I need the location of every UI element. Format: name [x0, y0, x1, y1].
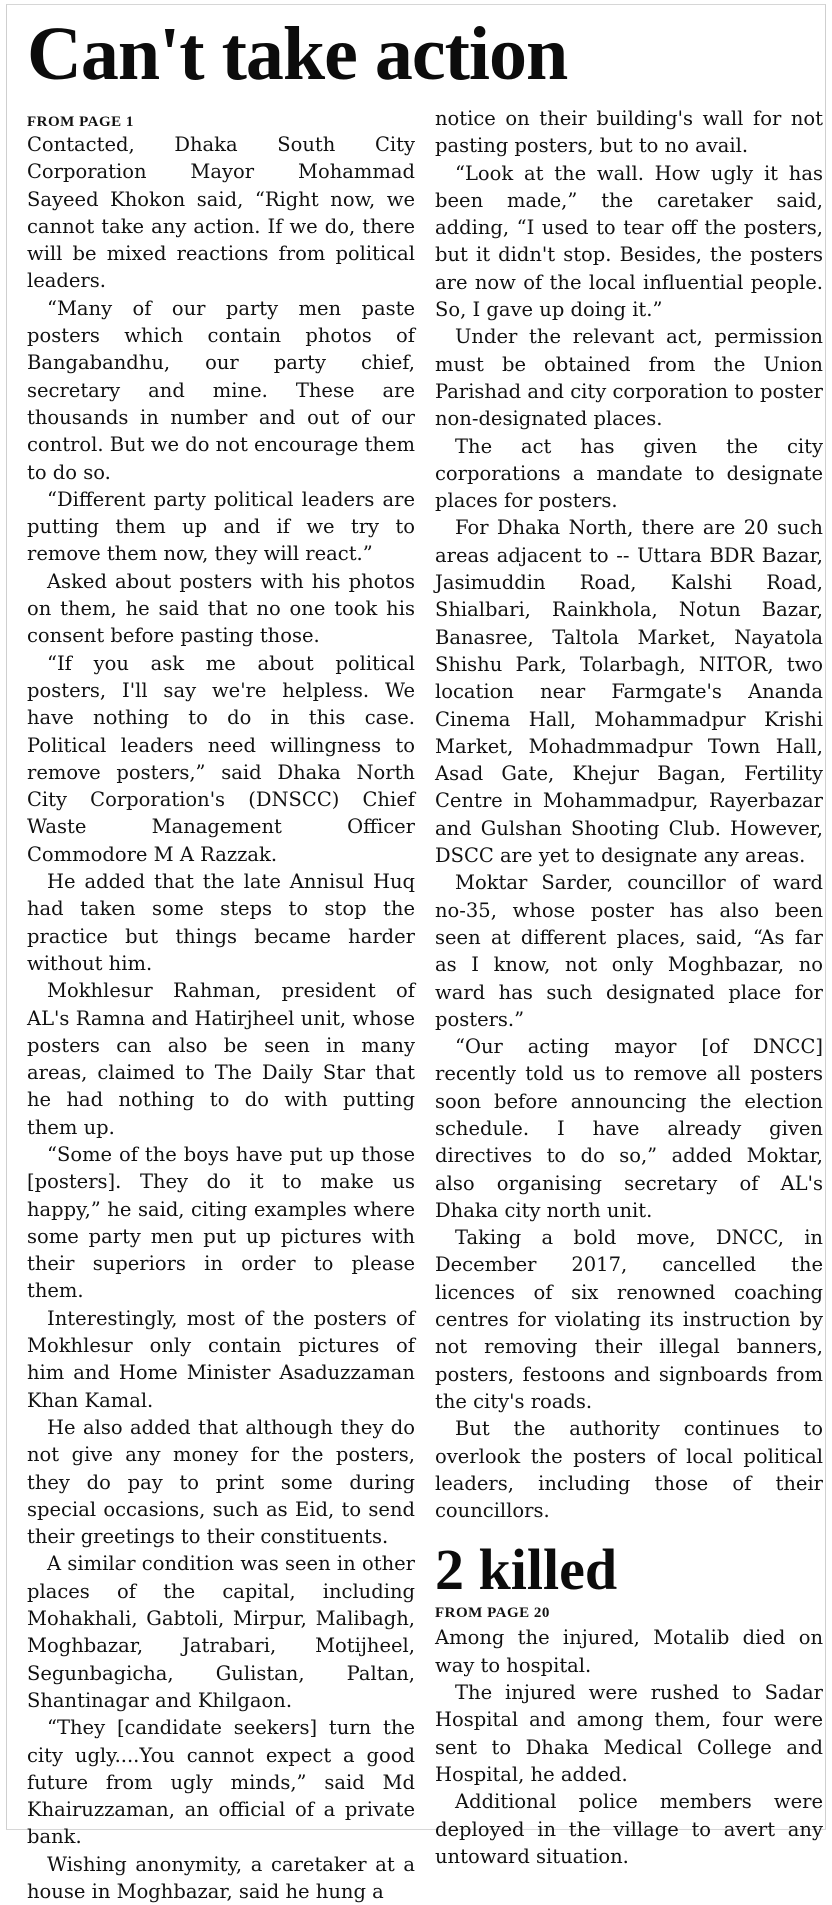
paragraph: “They [candidate seekers] turn the city ugly....You cannot expect a good future from ugly minds,” said Md Khairuzzaman, an official of a private bank.: [27, 1716, 415, 1849]
paragraph: “Some of the boys have put up those [posters]. They do it to make us happy,” he said, citing examples where some party men put up pictures with their superiors in order to please them.: [27, 1142, 415, 1303]
paragraph: Mokhlesur Rahman, president of AL's Ramna and Hatirjheel unit, whose posters can also be seen in many areas, claimed to The Daily Star that he had nothing to do with putting them up.: [27, 979, 415, 1139]
paragraph: “Different party political leaders are putting them up and if we try to remove them now, they will react.”: [27, 487, 415, 566]
second-story-headline: 2 killed: [435, 1537, 618, 1603]
paragraph: Under the relevant act, permission must be obtained from the Union Parishad and city corporation to poster non-designated places.: [435, 325, 823, 431]
paragraph: The injured were rushed to Sadar Hospital and among them, four were sent to Dhaka Medical College and Hospital, he added.: [435, 1681, 823, 1786]
jump-line-from-page-1: FROM PAGE 1: [27, 114, 134, 130]
paragraph: Asked about posters with his photos on them, he said that no one took his consent before pasting those.: [27, 569, 415, 648]
paragraph: Interestingly, most of the posters of Mokhlesur only contain pictures of him and Home Minister Asaduzzaman Khan Kamal.: [27, 1306, 415, 1412]
paragraph: He added that the late Annisul Huq had taken some steps to stop the practice but things became harder without him.: [27, 870, 415, 975]
paragraph: “Our acting mayor [of DNCC] recently told us to remove all posters soon before announcing the election schedule. I have already given directives to do so,” added Moktar, also organising secretary of AL's Dhaka city north unit.: [435, 1035, 823, 1222]
paragraph: For Dhaka North, there are 20 such areas adjacent to -- Uttara BDR Bazar, Jasimuddin Road, Kalshi Road, Shialbari, Rainkhola, Notun Bazar, Banasree, Taltola Market, Nayatola Shishu Park, Tolarbagh, NITOR, two location near Farmgate's Ananda Cinema Hall, Mohammadpur Krishi Market, Mohadmmadpur Town Hall, Asad Gate, Khejur Bagan, Fertility Centre in Mohammadpur, Rayerbazar and Gulshan Shooting Club. However, DSCC are yet to designate any areas.: [435, 516, 823, 868]
paragraph: Contacted, Dhaka South City Corporation Mayor Mohammad Sayeed Khokon said, “Right now, we cannot take any action. If we do, there will be mixed reactions from political leaders.: [27, 133, 415, 293]
paragraph: A similar condition was seen in other places of the capital, including Mohakhali, Gabtoli, Mirpur, Malibagh, Moghbazar, Jatrabari, Motijheel, Segunbagicha, Gulistan, Paltan, Shantinagar and Khilgaon.: [27, 1552, 415, 1712]
right-column: [435, 105, 823, 1870]
jump-line-from-page-20: FROM PAGE 20: [435, 1605, 550, 1622]
paragraph: “If you ask me about political posters, I'll say we're helpless. We have nothing to do in this case. Political leaders need willingness to remove posters,” said Dhaka North City Corporation's (DNSCC) Chief Waste Management Officer Commodore M A Razzak.: [27, 651, 415, 866]
paragraph: Moktar Sarder, councillor of ward no-35, whose poster has also been seen at different places, said, “As far as I know, not only Moghbazar, no ward has such designated place for posters.”: [435, 871, 823, 1031]
paragraph: Taking a bold move, DNCC, in December 2017, cancelled the licences of six renowned coaching centres for violating its instruction by not removing their illegal banners, posters, festoons and signboards from the city's roads.: [435, 1226, 823, 1413]
left-column: [27, 105, 415, 1905]
paragraph: Wishing anonymity, a caretaker at a house in Moghbazar, said he hung a: [27, 1852, 415, 1903]
paragraph: “Look at the wall. How ugly it has been made,” the caretaker said, adding, “I used to tear off the posters, but it didn't stop. Besides, the posters are now of the local influential people. So, I gave up doing it.”: [435, 161, 823, 322]
paragraph: He also added that although they do not give any money for the posters, they do pay to print some during special occasions, such as Eid, to send their greetings to their constituents.: [27, 1415, 415, 1549]
paragraph: notice on their building's wall for not pasting posters, but to no avail.: [435, 107, 823, 158]
paragraph: But the authority continues to overlook the posters of local political leaders, including those of their councillors.: [435, 1417, 823, 1523]
paragraph: The act has given the city corporations a mandate to designate places for posters.: [435, 434, 823, 513]
paragraph: Additional police members were deployed in the village to avert any untoward situation.: [435, 1790, 823, 1868]
paragraph: “Many of our party men paste posters which contain photos of Bangabandhu, our party chief, secretary and mine. These are thousands in number and out of our control. But we do not encourage them to do so.: [27, 296, 415, 484]
paragraph: Among the injured, Motalib died on way to hospital.: [435, 1626, 823, 1677]
newspaper-clipping: [6, 4, 826, 1903]
main-headline: Can't take action: [27, 12, 568, 96]
